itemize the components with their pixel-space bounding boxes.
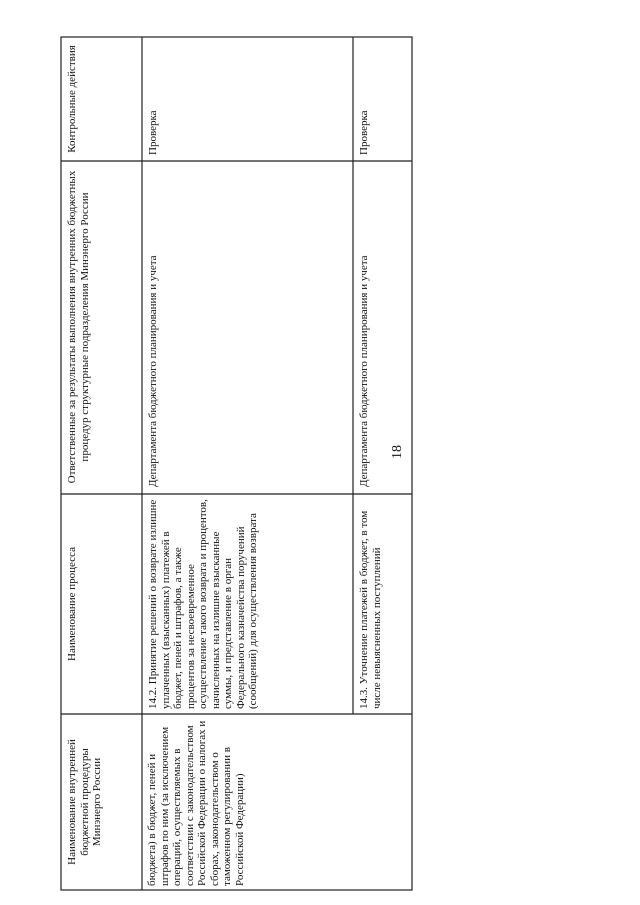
row-14-3-responsible (358, 167, 408, 487)
header-responsible (66, 167, 136, 487)
row-14-2-control-text: Проверка (147, 110, 159, 155)
row-14-2-responsible (147, 167, 349, 487)
row-14-2-responsible-text: Департамента бюджетного планирования и учета (147, 255, 159, 487)
row-14-3-process (358, 499, 408, 709)
header-process (66, 504, 136, 704)
procedure-cell (146, 718, 408, 886)
procedure-cell-text: бюджета) в бюджет, пеней и штрафов по ним (за исключением операций, осуществляемых в соответствии с законодательством Российской Федерации о налогах и сборах, законодательством о таможенном регулировании в Российской Федерации) (146, 720, 246, 886)
row-14-3-responsible-text: Департамента бюджетного планирования и учета (358, 255, 370, 487)
row-14-2-control (147, 43, 349, 155)
row-14-2-process-text: 14.2. Принятие решений о возврате излишне уплаченных (взысканных) платежей в бюджет, пеней и штрафов, а также процентов за несвоевременное осуществление такого возврата и процентов, начисленных на излишне взысканные суммы, и представление в орган Федерального казначейства поручений (сообщений) для осуществления возврата (147, 499, 259, 709)
header-control (66, 43, 136, 155)
row-14-3-control-text: Проверка (358, 110, 370, 155)
row-14-3-process-text: 14.3. Уточнение платежей в бюджет, в том числе невыясненных поступлений (358, 510, 383, 709)
header-procedure-text: Наименование внутренней бюджетной процедуры Минэнерго России (66, 739, 103, 865)
header-process-text: Наименование процесса (66, 547, 78, 661)
page-number: 18 (390, 445, 405, 459)
row-14-2-process (147, 499, 349, 709)
row-14-3-control (358, 43, 408, 155)
header-control-text: Контрольные действия (66, 45, 78, 153)
header-procedure (66, 722, 136, 882)
header-responsible-text: Ответственные за результаты выполнения внутренних бюджетных процедур структурные подразделения Минэнерго России (66, 170, 91, 484)
